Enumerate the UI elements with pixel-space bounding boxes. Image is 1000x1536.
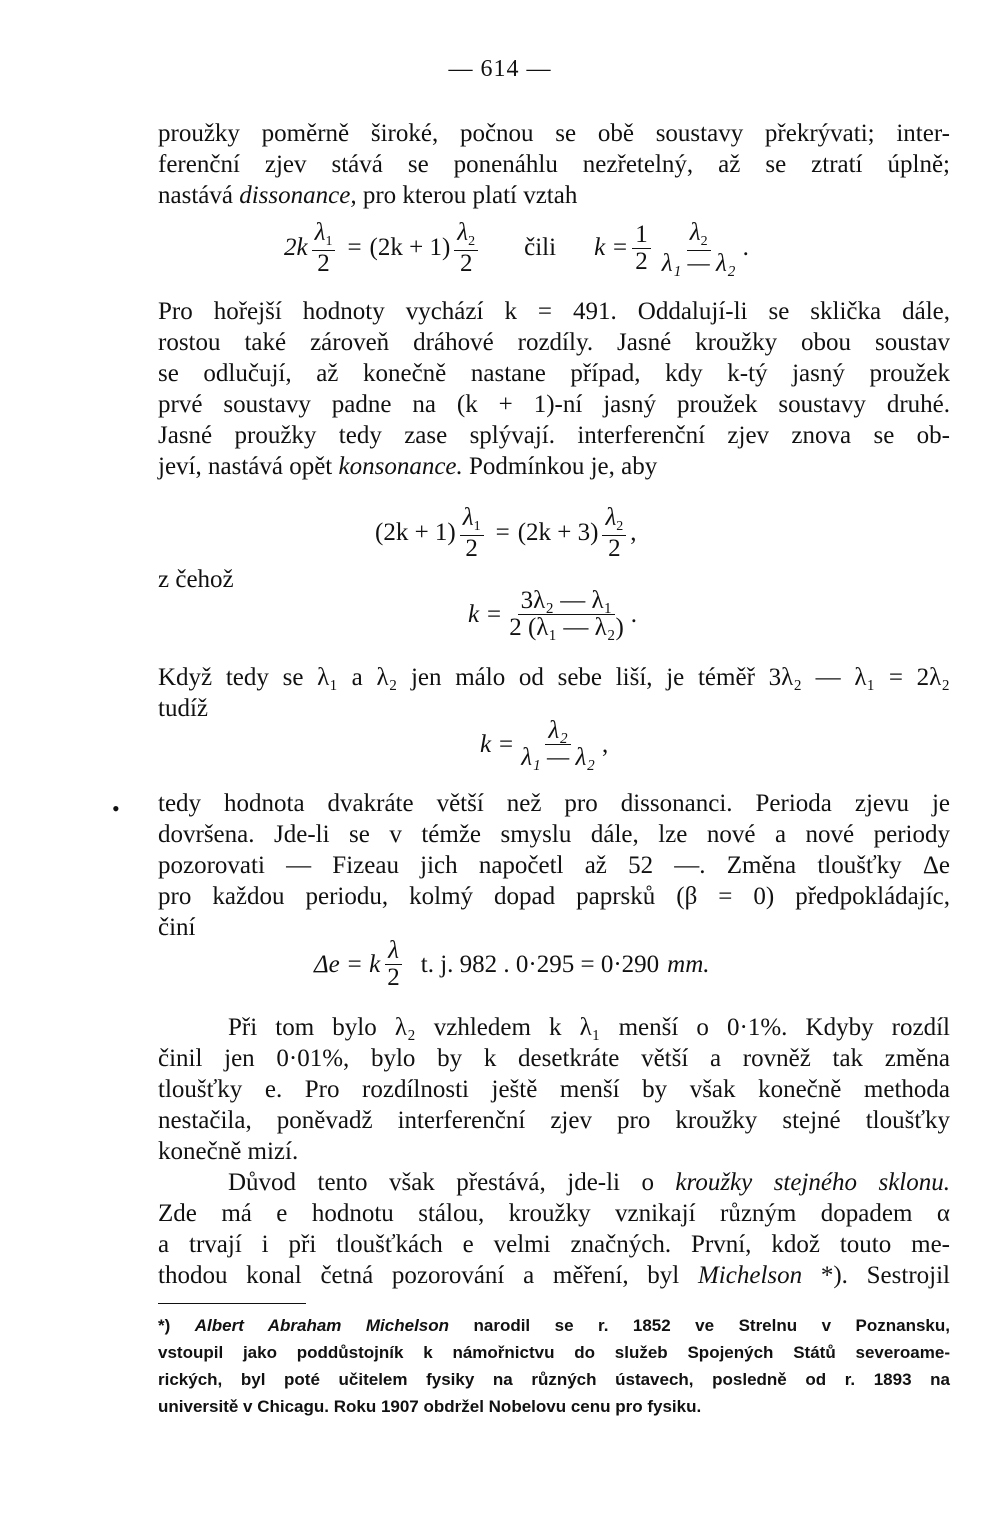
p6-line-4: thodou konal četná pozorování a měření, byl Michelson *). Sestrojil — [158, 1262, 950, 1289]
footnote-line-3: rických, byl poté učitelem fysiky na různých ústavech, posledně od r. 1893 na — [158, 1370, 950, 1389]
p3-line-1: Když tedy se λ₁ a λ₂ jen málo od sebe liší, je téměř 3λ₂ — λ₁ = 2λ₂ — [158, 664, 950, 691]
equation-5: Δe = k $\frac{\lambda}{2}$ t. j. 982 . 0·295 = 0·290 mm. — [314, 937, 710, 992]
frac-one-half: $\frac{1}{2}$ — [632, 222, 651, 276]
frac-lambda2-over-diff: $\frac{\lambda_2}{\text{λ₁ — λ₂}}$ — [661, 219, 736, 277]
p4-line-5: činí — [158, 914, 196, 941]
paragraph-2 — [158, 296, 950, 482]
z-cehoz-label: z čehož — [158, 566, 234, 593]
page-number: — 614 — — [448, 56, 552, 82]
footnote — [158, 1312, 950, 1420]
konsonance-term: konsonance. — [338, 453, 463, 480]
frac-lambda1-over-2: $\frac{\lambda_1}{2}$ — [312, 220, 336, 277]
p1-line-2: ferenční zjev stává se ponenáhlu nezřetelný, až se ztratí úplně; — [158, 151, 950, 178]
p5-line-4: nestačila, poněvadž interferenční zjev pro kroužky stejné tloušťky — [158, 1107, 950, 1134]
p2-line-3: se odlučují, až konečně nastane případ, kdy k-tý jasný proužek — [158, 360, 950, 387]
p6-line-3: a trvají i při tloušťkách e velmi značných. První, kdož touto me- — [158, 1231, 950, 1258]
p2-line-2: rostou také zároveň dráhové rozdíly. Jasné kroužky obou soustav — [158, 329, 950, 356]
equation-1: 2k $\frac{\lambda_1}{2}$ = (2k + 1) $\frac{\lambda_2}{2}$ čili k = $\frac{1}{2}$ $\frac{\lambda_2}{\text{λ₁ — λ₂}}$ . — [284, 219, 749, 277]
p4-line-4: pro každou periodu, kolmý dopad paprsků (β = 0) předpokládajíc, — [158, 883, 950, 910]
dissonance-term: dissonance, — [239, 182, 357, 209]
p5-line-2: činil jen 0·01%, bylo by k desetkráte větší a rovněž tak změna — [158, 1045, 950, 1072]
footnote-line-2: vstoupil jako poddůstojník k námořnictvu do služeb Spojených Států severoame- — [158, 1343, 950, 1362]
frac-k-solution: $\frac{\text{3λ₂ — λ₁}}{\text{2 (λ₁ — λ₂)}}$ — [509, 587, 624, 642]
p1-line-3: nastává dissonance, pro kterou platí vztah — [158, 182, 578, 209]
paragraph-1 — [158, 118, 950, 211]
footnote-divider — [158, 1303, 306, 1304]
paragraph-3 — [158, 662, 950, 724]
margin-dot: • — [112, 796, 120, 821]
footnote-name: Albert Abraham Michelson — [194, 1316, 450, 1335]
frac-lambda1-over-2b: $\frac{\lambda_1}{2}$ — [460, 505, 484, 562]
p3-line-2: tudíž — [158, 695, 208, 722]
p5-line-1: Při tom bylo λ₂ vzhledem k λ₁ menší o 0·1%. Kdyby rozdíl — [228, 1014, 950, 1041]
p6-line-1: Důvod tento však přestává, jde-li o kroužky stejného sklonu. — [228, 1169, 950, 1196]
frac-lambda-over-2: $\frac{\lambda}{2}$ — [384, 938, 403, 992]
paragraph-5 — [158, 1012, 950, 1167]
p4-line-1: tedy hodnota dvakráte větší než pro dissonanci. Perioda zjevu je — [158, 790, 950, 817]
p2-line-1: Pro hořejší hodnoty vychází k = 491. Oddalují-li se sklička dále, — [158, 298, 950, 325]
p4-line-3: pozorovati — Fizeau jich napočetl až 52 —. Změna tloušťky Δe — [158, 852, 950, 879]
paragraph-4 — [158, 788, 950, 943]
footnote-line-4: universitě v Chicagu. Roku 1907 obdržel Nobelovu cenu pro fysiku. — [158, 1397, 702, 1416]
paragraph-6 — [158, 1167, 950, 1291]
p2-line-5: Jasné proužky tedy zase splývají. interferenční zjev znova se ob- — [158, 422, 950, 449]
equation-3: k = $\frac{\text{3λ₂ — λ₁}}{\text{2 (λ₁ — λ₂)}}$ . — [468, 587, 638, 642]
frac-lambda2-over-2b: $\frac{\lambda_2}{2}$ — [602, 505, 626, 562]
p2-line-6: jeví, nastává opět konsonance. Podmínkou je, aby — [158, 453, 658, 480]
michelson-name: Michelson — [697, 1262, 803, 1289]
p6-line-2: Zde má e hodnotu stálou, kroužky vznikají různým dopadem α — [158, 1200, 950, 1227]
kroužky-stejného-sklonu-term: kroužky stejného sklonu. — [675, 1169, 950, 1196]
footnote-line-1: *) Albert Abraham Michelson narodil se r. 1852 ve Strelnu v Poznansku, — [158, 1316, 950, 1335]
equation-4: k = $\frac{\text{λ₂}}{\text{λ₁ — λ₂}}$ , — [480, 717, 609, 772]
p1-line-1: proužky poměrně široké, počnou se obě soustavy překrývati; inter- — [158, 120, 950, 147]
frac-lambda2-over-2: $\frac{\lambda_2}{2}$ — [454, 220, 478, 277]
p4-line-2: dovršena. Jde-li se v témže smyslu dále, lze nové a nové periody — [158, 821, 950, 848]
equation-2: (2k + 1) $\frac{\lambda_1}{2}$ = (2k + 3) $\frac{\lambda_2}{2}$ , — [375, 504, 637, 562]
p5-line-3: tloušťky e. Pro rozdílnosti ještě menší by však konečně methoda — [158, 1076, 950, 1103]
p5-line-5: konečně mizí. — [158, 1138, 299, 1165]
p2-line-4: prvé soustavy padne na (k + 1)-ní jasný proužek soustavy druhé. — [158, 391, 950, 418]
frac-k-approx: $\frac{\text{λ₂}}{\text{λ₁ — λ₂}}$ — [521, 717, 595, 772]
